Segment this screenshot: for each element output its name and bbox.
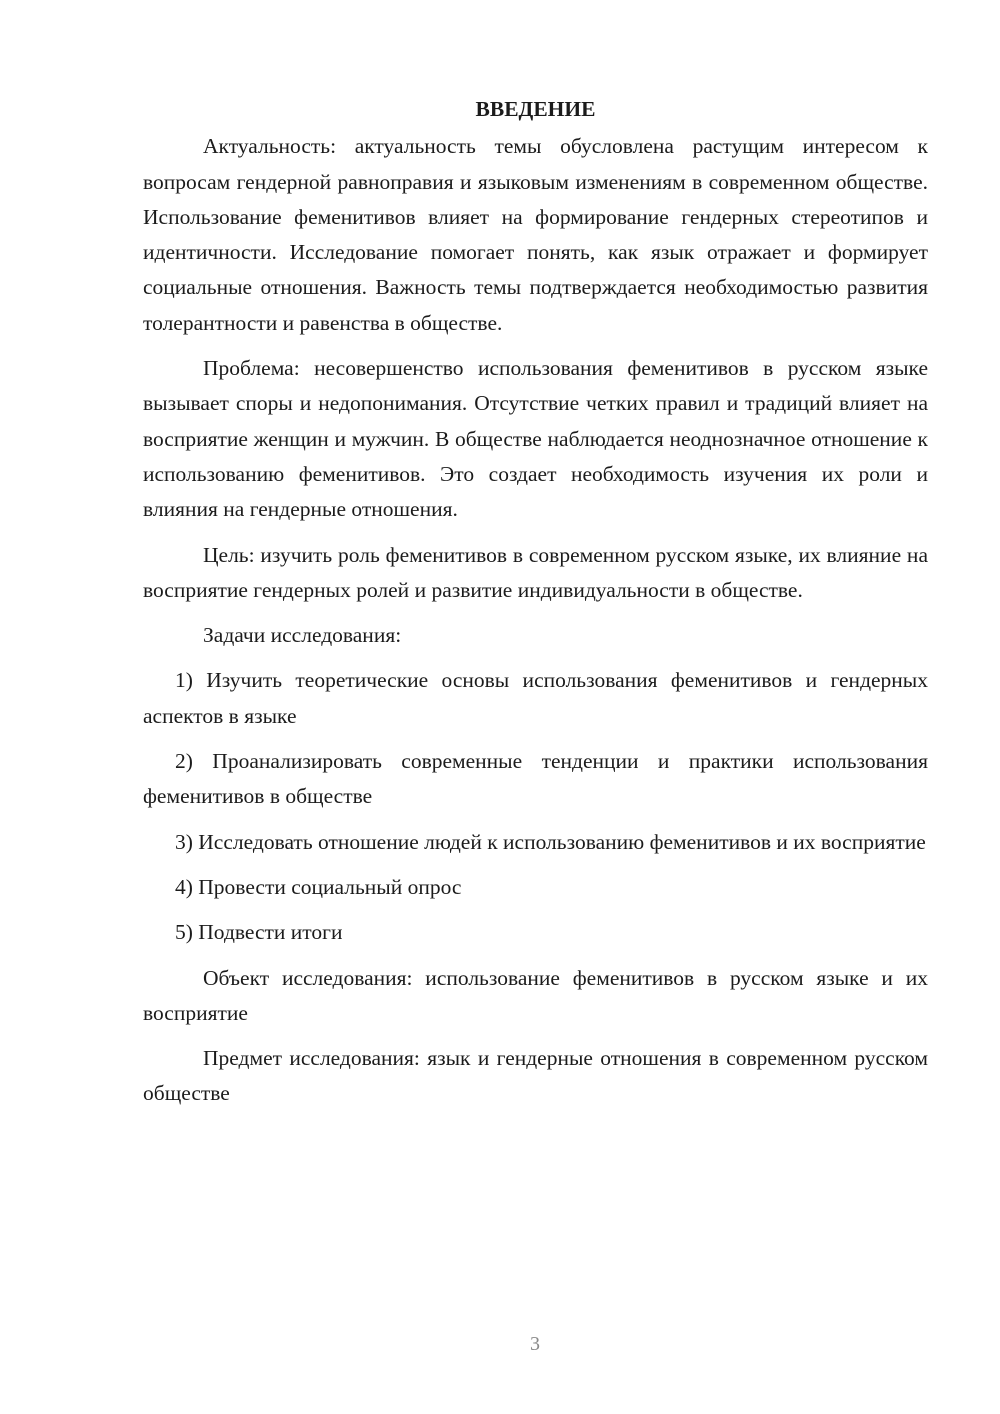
task-item-3: 3) Исследовать отношение людей к использованию феменитивов и их восприятие bbox=[175, 829, 926, 854]
paragraph-subject: Предмет исследования: язык и гендерные отношения в современном русском обществе bbox=[143, 1046, 928, 1106]
tasks-heading: Задачи исследования: bbox=[203, 623, 402, 648]
page-title: ВВЕДЕНИЕ bbox=[475, 97, 596, 121]
page-number: 3 bbox=[530, 1333, 540, 1355]
page-content bbox=[143, 92, 928, 1122]
paragraph-relevance: Актуальность: актуальность темы обусловлена растущим интересом к вопросам гендерной равноправия и языковым изменениям в современном обществе. Использование феменитивов влияет на формирование гендерных стереотипов и идентичности. Исследование помогает понять, как язык отражает и формирует социальные отношения. Важность темы подтверждается необходимостью развития толерантности и равенства в обществе. bbox=[143, 134, 928, 335]
task-item-4: 4) Провести социальный опрос bbox=[175, 874, 462, 899]
task-item-5: 5) Подвести итоги bbox=[175, 920, 343, 945]
paragraph-object: Объект исследования: использование феменитивов в русском языке и их восприятие bbox=[143, 965, 928, 1025]
paragraph-goal: Цель: изучить роль феменитивов в современном русском языке, их влияние на восприятие гендерных ролей и развитие индивидуальности в обществе. bbox=[143, 542, 928, 602]
paragraph-problem: Проблема: несовершенство использования феменитивов в русском языке вызывает споры и недопонимания. Отсутствие четких правил и традиций влияет на восприятие женщин и мужчин. В обществе наблюдается неоднозначное отношение к использованию феменитивов. Это создает необходимость изучения их роли и влияния на гендерные отношения. bbox=[143, 356, 928, 522]
task-item-2: 2) Проанализировать современные тенденции и практики использования феменитивов в обществе bbox=[143, 749, 928, 809]
task-item-1: 1) Изучить теоретические основы использования феменитивов и гендерных аспектов в языке bbox=[143, 668, 928, 728]
